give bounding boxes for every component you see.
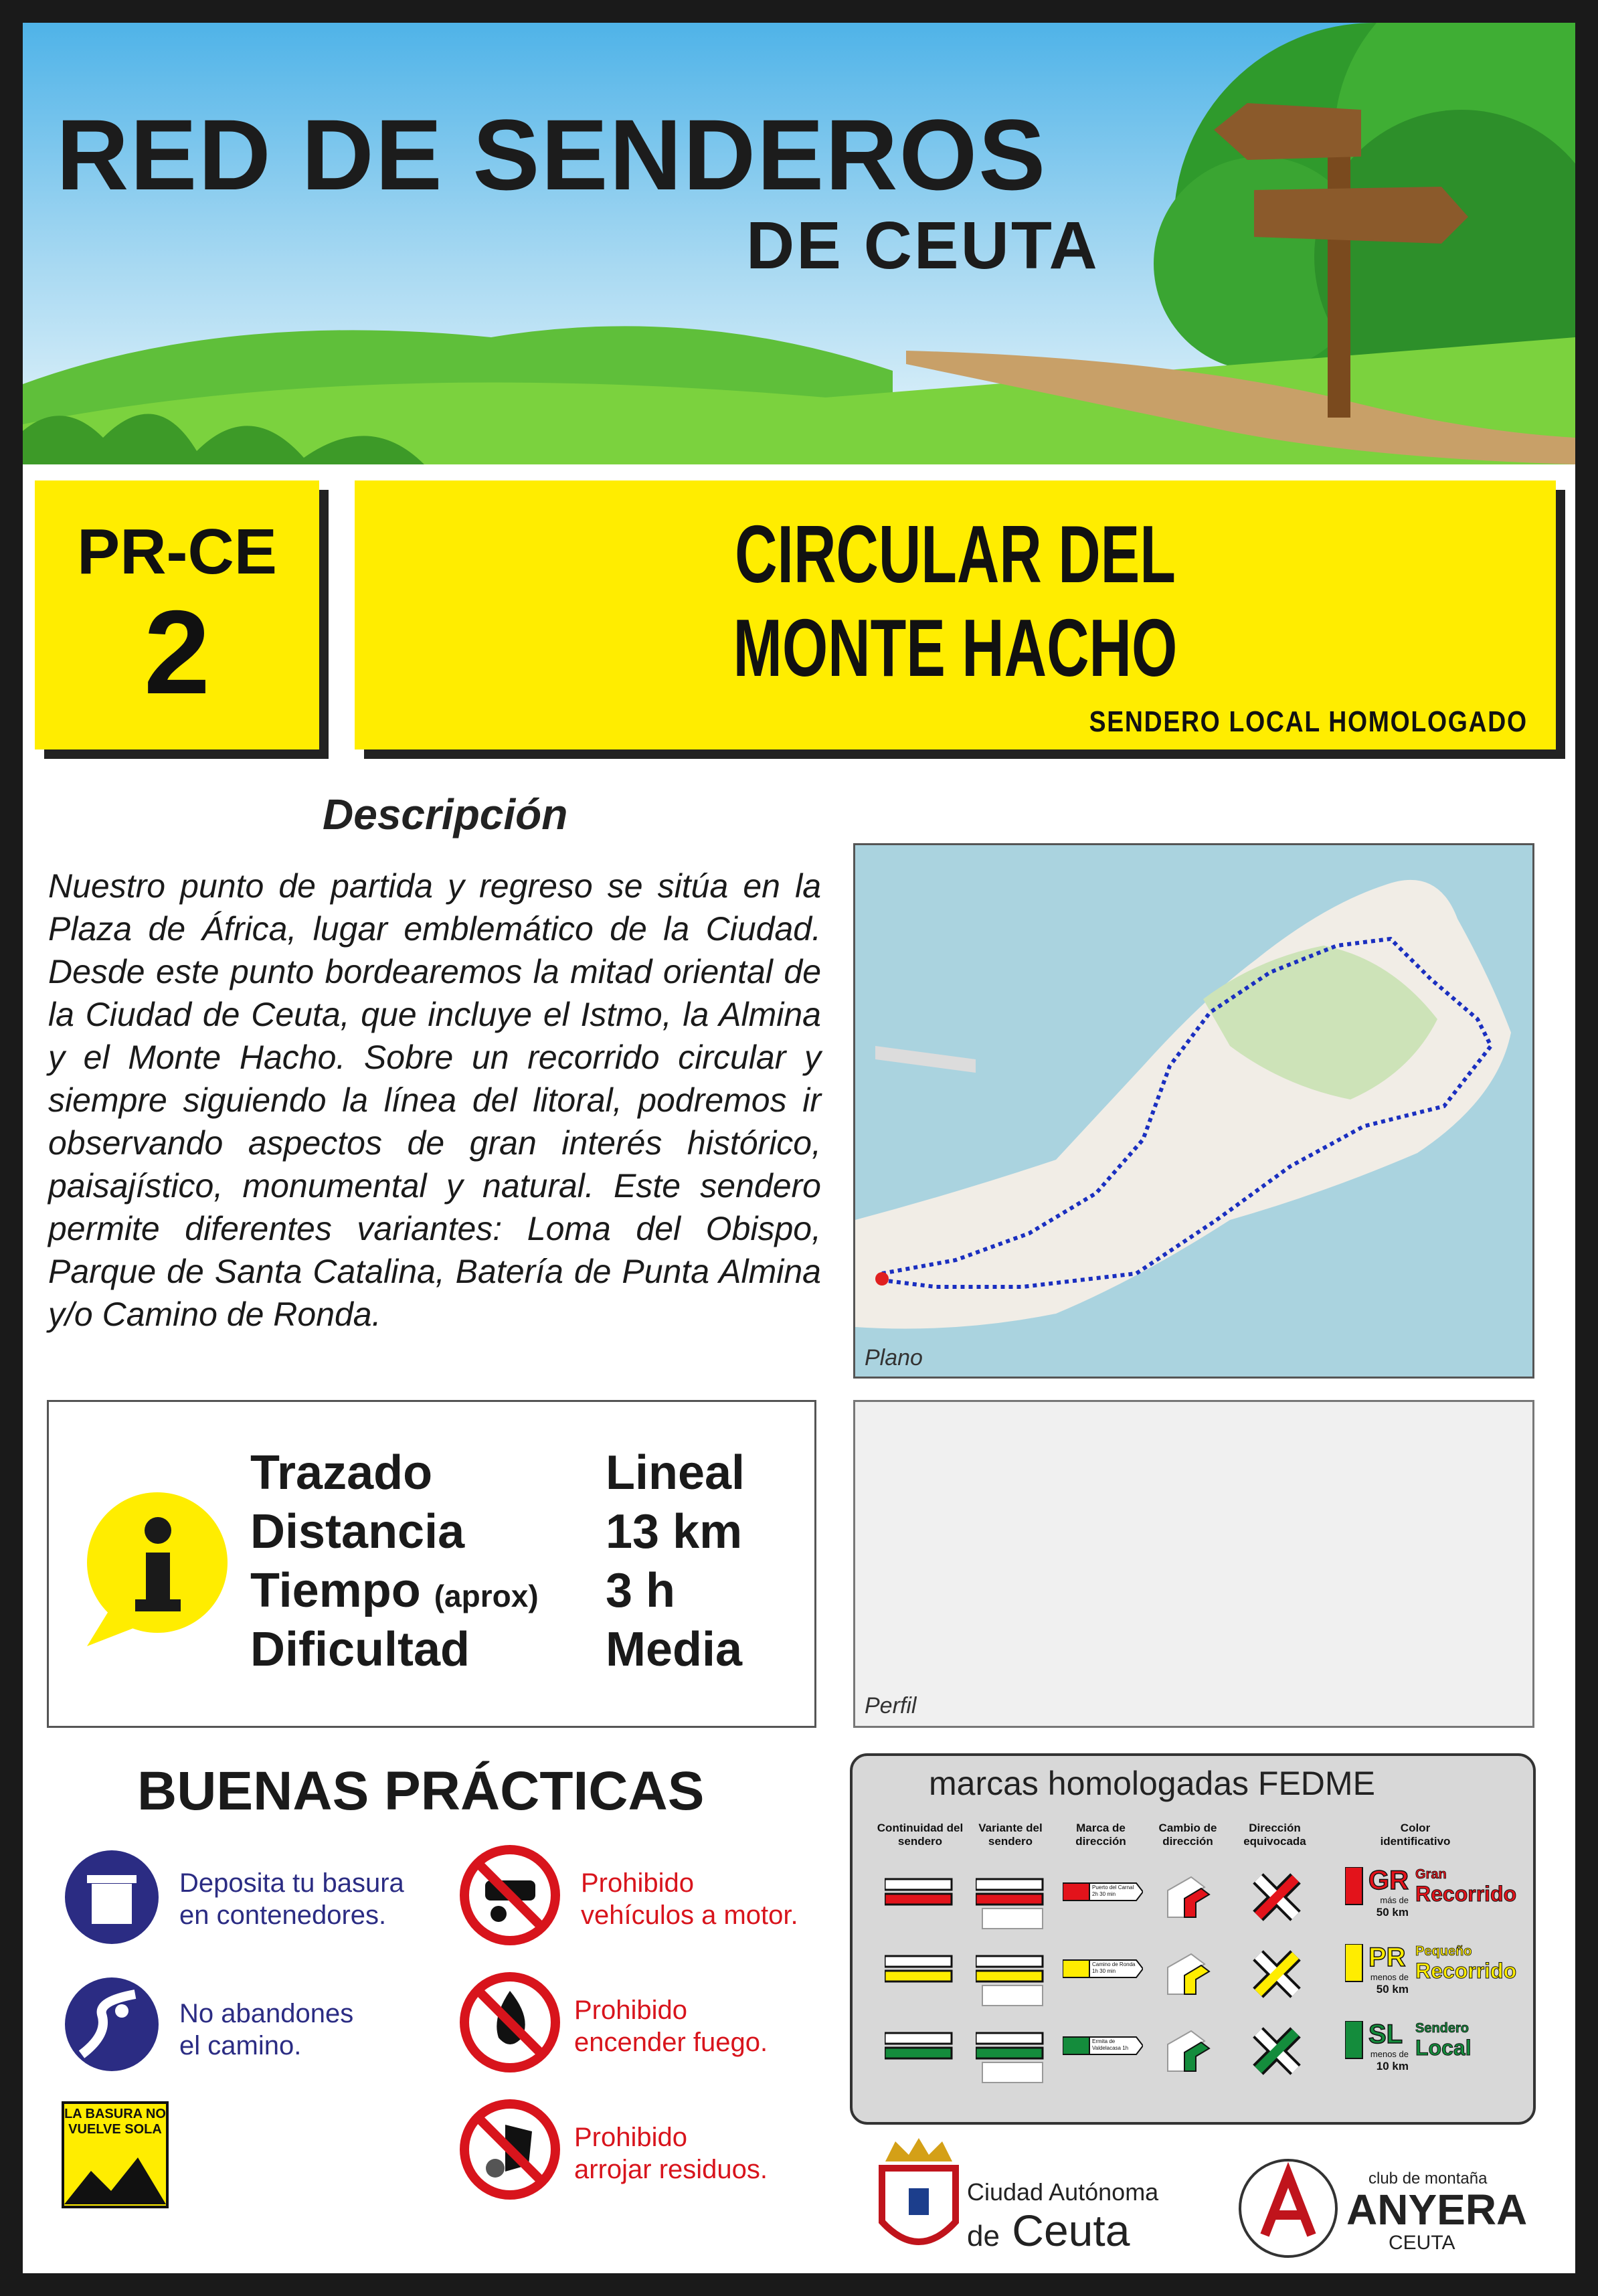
trail-code-number: 2 <box>144 586 210 719</box>
color-swatch <box>1345 1867 1365 1911</box>
info-value-distancia: 13 km <box>606 1505 743 1559</box>
trail-category: SENDERO LOCAL HOMOLOGADO <box>1089 705 1528 738</box>
practice-vehicles-line2: vehículos a motor. <box>581 1901 798 1930</box>
ceuta-logo-name: Ceuta <box>1012 2206 1130 2255</box>
fedme-header-direction-mark: Marca de dirección <box>1075 1822 1126 1848</box>
trail-code-prefix: PR-CE <box>77 516 277 588</box>
practice-littering-line1: Prohibido <box>574 2123 688 2152</box>
practice-stay-on-path <box>179 1998 353 2062</box>
direction-mark <box>1063 1956 1143 1986</box>
map-label: Plano <box>865 1345 923 1371</box>
direction-mark-text: Ermita de Valdelacasa 1h <box>1092 2038 1129 2051</box>
info-label-tiempo-text: Tiempo <box>250 1564 421 1617</box>
trail-type-distance: 10 km <box>1376 2060 1409 2072</box>
variant-mark <box>976 1951 1049 2014</box>
fedme-header-variant: Variante del sendero <box>978 1822 1043 1848</box>
practice-trash <box>179 1867 404 1931</box>
trail-type-code: SL <box>1368 2020 1403 2049</box>
practice-no-fire <box>574 1994 768 2058</box>
trail-type-name1: Gran <box>1415 1867 1447 1882</box>
practice-vehicles-line1: Prohibido <box>581 1868 695 1898</box>
hiker-icon <box>64 2137 166 2204</box>
ceuta-logo-line2 <box>967 2205 1130 2256</box>
trail-type-name2: Recorrido <box>1415 1959 1517 1983</box>
wrong-direction-mark <box>1250 2024 1304 2081</box>
direction-change-mark <box>1161 1947 1215 2004</box>
fedme-header-direction-change: Cambio de dirección <box>1158 1822 1217 1848</box>
wrong-direction-mark <box>1250 1947 1304 2004</box>
fedme-header-wrong-direction: Dirección equivocada <box>1243 1822 1306 1848</box>
direction-mark-text: Puerto del Carnal 2h 30 min <box>1092 1884 1134 1897</box>
direction-mark <box>1063 2033 1143 2063</box>
info-label-tiempo-note: (aprox) <box>434 1579 539 1613</box>
trail-type-distance-prefix: menos de <box>1370 1972 1409 1982</box>
litter-campaign-badge <box>62 2101 169 2208</box>
fedme-title: marcas homologadas FEDME <box>929 1765 1375 1802</box>
fedme-header-color: Color identificativo <box>1380 1822 1451 1848</box>
no-fire-icon <box>458 1971 562 2074</box>
practice-path-line2: el camino. <box>179 2031 302 2060</box>
info-value-trazado: Lineal <box>606 1446 745 1500</box>
practice-path-line1: No abandones <box>179 1999 354 2028</box>
direction-mark-text: Camino de Ronda 1h 30 min <box>1092 1961 1136 1974</box>
page-subtitle: DE CEUTA <box>746 208 1099 283</box>
color-swatch <box>1345 1944 1365 1988</box>
hiker-path-icon <box>62 1974 162 2074</box>
page-title: RED DE SENDEROS <box>56 98 1047 211</box>
trail-type-distance-prefix: más de <box>1380 1895 1409 1905</box>
trail-name-line1: CIRCULAR DEL <box>735 509 1176 600</box>
variant-mark <box>976 2028 1049 2091</box>
practice-fire-line2: encender fuego. <box>574 2028 768 2057</box>
practice-trash-line1: Deposita tu basura <box>179 1868 404 1898</box>
trail-type-distance: 50 km <box>1376 1906 1409 1919</box>
anyera-club-city: CEUTA <box>1389 2232 1455 2254</box>
info-icon <box>74 1489 228 1650</box>
wrong-direction-mark <box>1250 1870 1304 1927</box>
practice-trash-line2: en contenedores. <box>179 1901 387 1930</box>
direction-change-mark <box>1161 2024 1215 2081</box>
trail-type-distance-prefix: menos de <box>1370 2049 1409 2059</box>
description-heading: Descripción <box>323 790 568 838</box>
anyera-club-name: ANYERA <box>1346 2186 1528 2234</box>
trail-type-name2: Recorrido <box>1415 1882 1517 1906</box>
continuity-mark <box>885 1951 958 1994</box>
trail-type-distance: 50 km <box>1376 1983 1409 1996</box>
practice-littering-line2: arrojar residuos. <box>574 2155 768 2184</box>
color-swatch <box>1345 2021 1365 2064</box>
trail-name-line2: MONTE HACHO <box>733 602 1178 694</box>
map-illustration <box>855 845 1534 1379</box>
litter-campaign-text: LA BASURA NO VUELVE SOLA <box>64 2107 166 2137</box>
trail-code-box <box>35 480 319 749</box>
info-value-dificultad: Media <box>606 1623 743 1676</box>
trail-type-name1: Sendero <box>1415 2021 1470 2036</box>
no-motor-vehicles-icon <box>458 1844 562 1947</box>
practice-no-vehicles <box>581 1867 798 1931</box>
continuity-mark <box>885 2028 958 2071</box>
direction-mark <box>1063 1879 1143 1909</box>
description-text: Nuestro punto de partida y regreso se sitúa en la Plaza de África, lugar emblemático de la Ciudad. Desde este punto bordearemos la mitad oriental de la Ciudad de Ceuta, que incluye el Istmo, la Almina y el Monte Hacho. Sobre un recorrido circular y siempre siguiendo la línea del litoral, podremos ir observando aspectos de gran interés histórico, paisajístico, monumental y natural. Este sendero permite diferentes variantes: Loma del Obispo, Parque de Santa Catalina, Batería de Punta Almina y/o Camino de Ronda. <box>48 867 821 1333</box>
practice-fire-line1: Prohibido <box>574 1996 688 2025</box>
trail-map <box>853 843 1534 1379</box>
trail-type-name1: Pequeño <box>1415 1944 1472 1959</box>
ceuta-logo-line1: Ciudad Autónoma <box>967 2178 1159 2206</box>
anyera-club-logo-icon <box>1235 2155 1342 2262</box>
anyera-club-label: club de montaña <box>1368 2170 1488 2188</box>
profile-label: Perfil <box>865 1693 917 1718</box>
trail-type-code: PR <box>1368 1943 1406 1972</box>
trail-type-code: GR <box>1368 1866 1409 1895</box>
info-label-trazado: Trazado <box>250 1446 433 1500</box>
ceuta-logo-de: de <box>967 2220 1000 2253</box>
trail-name-box <box>355 480 1556 749</box>
fedme-header-continuity: Continuidad del sendero <box>877 1822 964 1848</box>
no-littering-icon <box>458 2098 562 2202</box>
continuity-mark <box>885 1874 958 1917</box>
direction-change-mark <box>1161 1870 1215 1927</box>
info-value-tiempo: 3 h <box>606 1564 676 1617</box>
good-practices-title: BUENAS PRÁCTICAS <box>137 1761 705 1822</box>
ceuta-coat-of-arms-icon <box>875 2135 962 2262</box>
info-label-distancia: Distancia <box>250 1505 465 1559</box>
info-label-dificultad: Dificultad <box>250 1623 470 1676</box>
trail-type-name2: Local <box>1415 2036 1472 2060</box>
info-label-tiempo <box>250 1563 539 1618</box>
elevation-profile <box>853 1400 1534 1728</box>
trash-bin-icon <box>62 1847 162 1947</box>
variant-mark <box>976 1874 1049 1937</box>
practice-no-littering <box>574 2121 768 2186</box>
